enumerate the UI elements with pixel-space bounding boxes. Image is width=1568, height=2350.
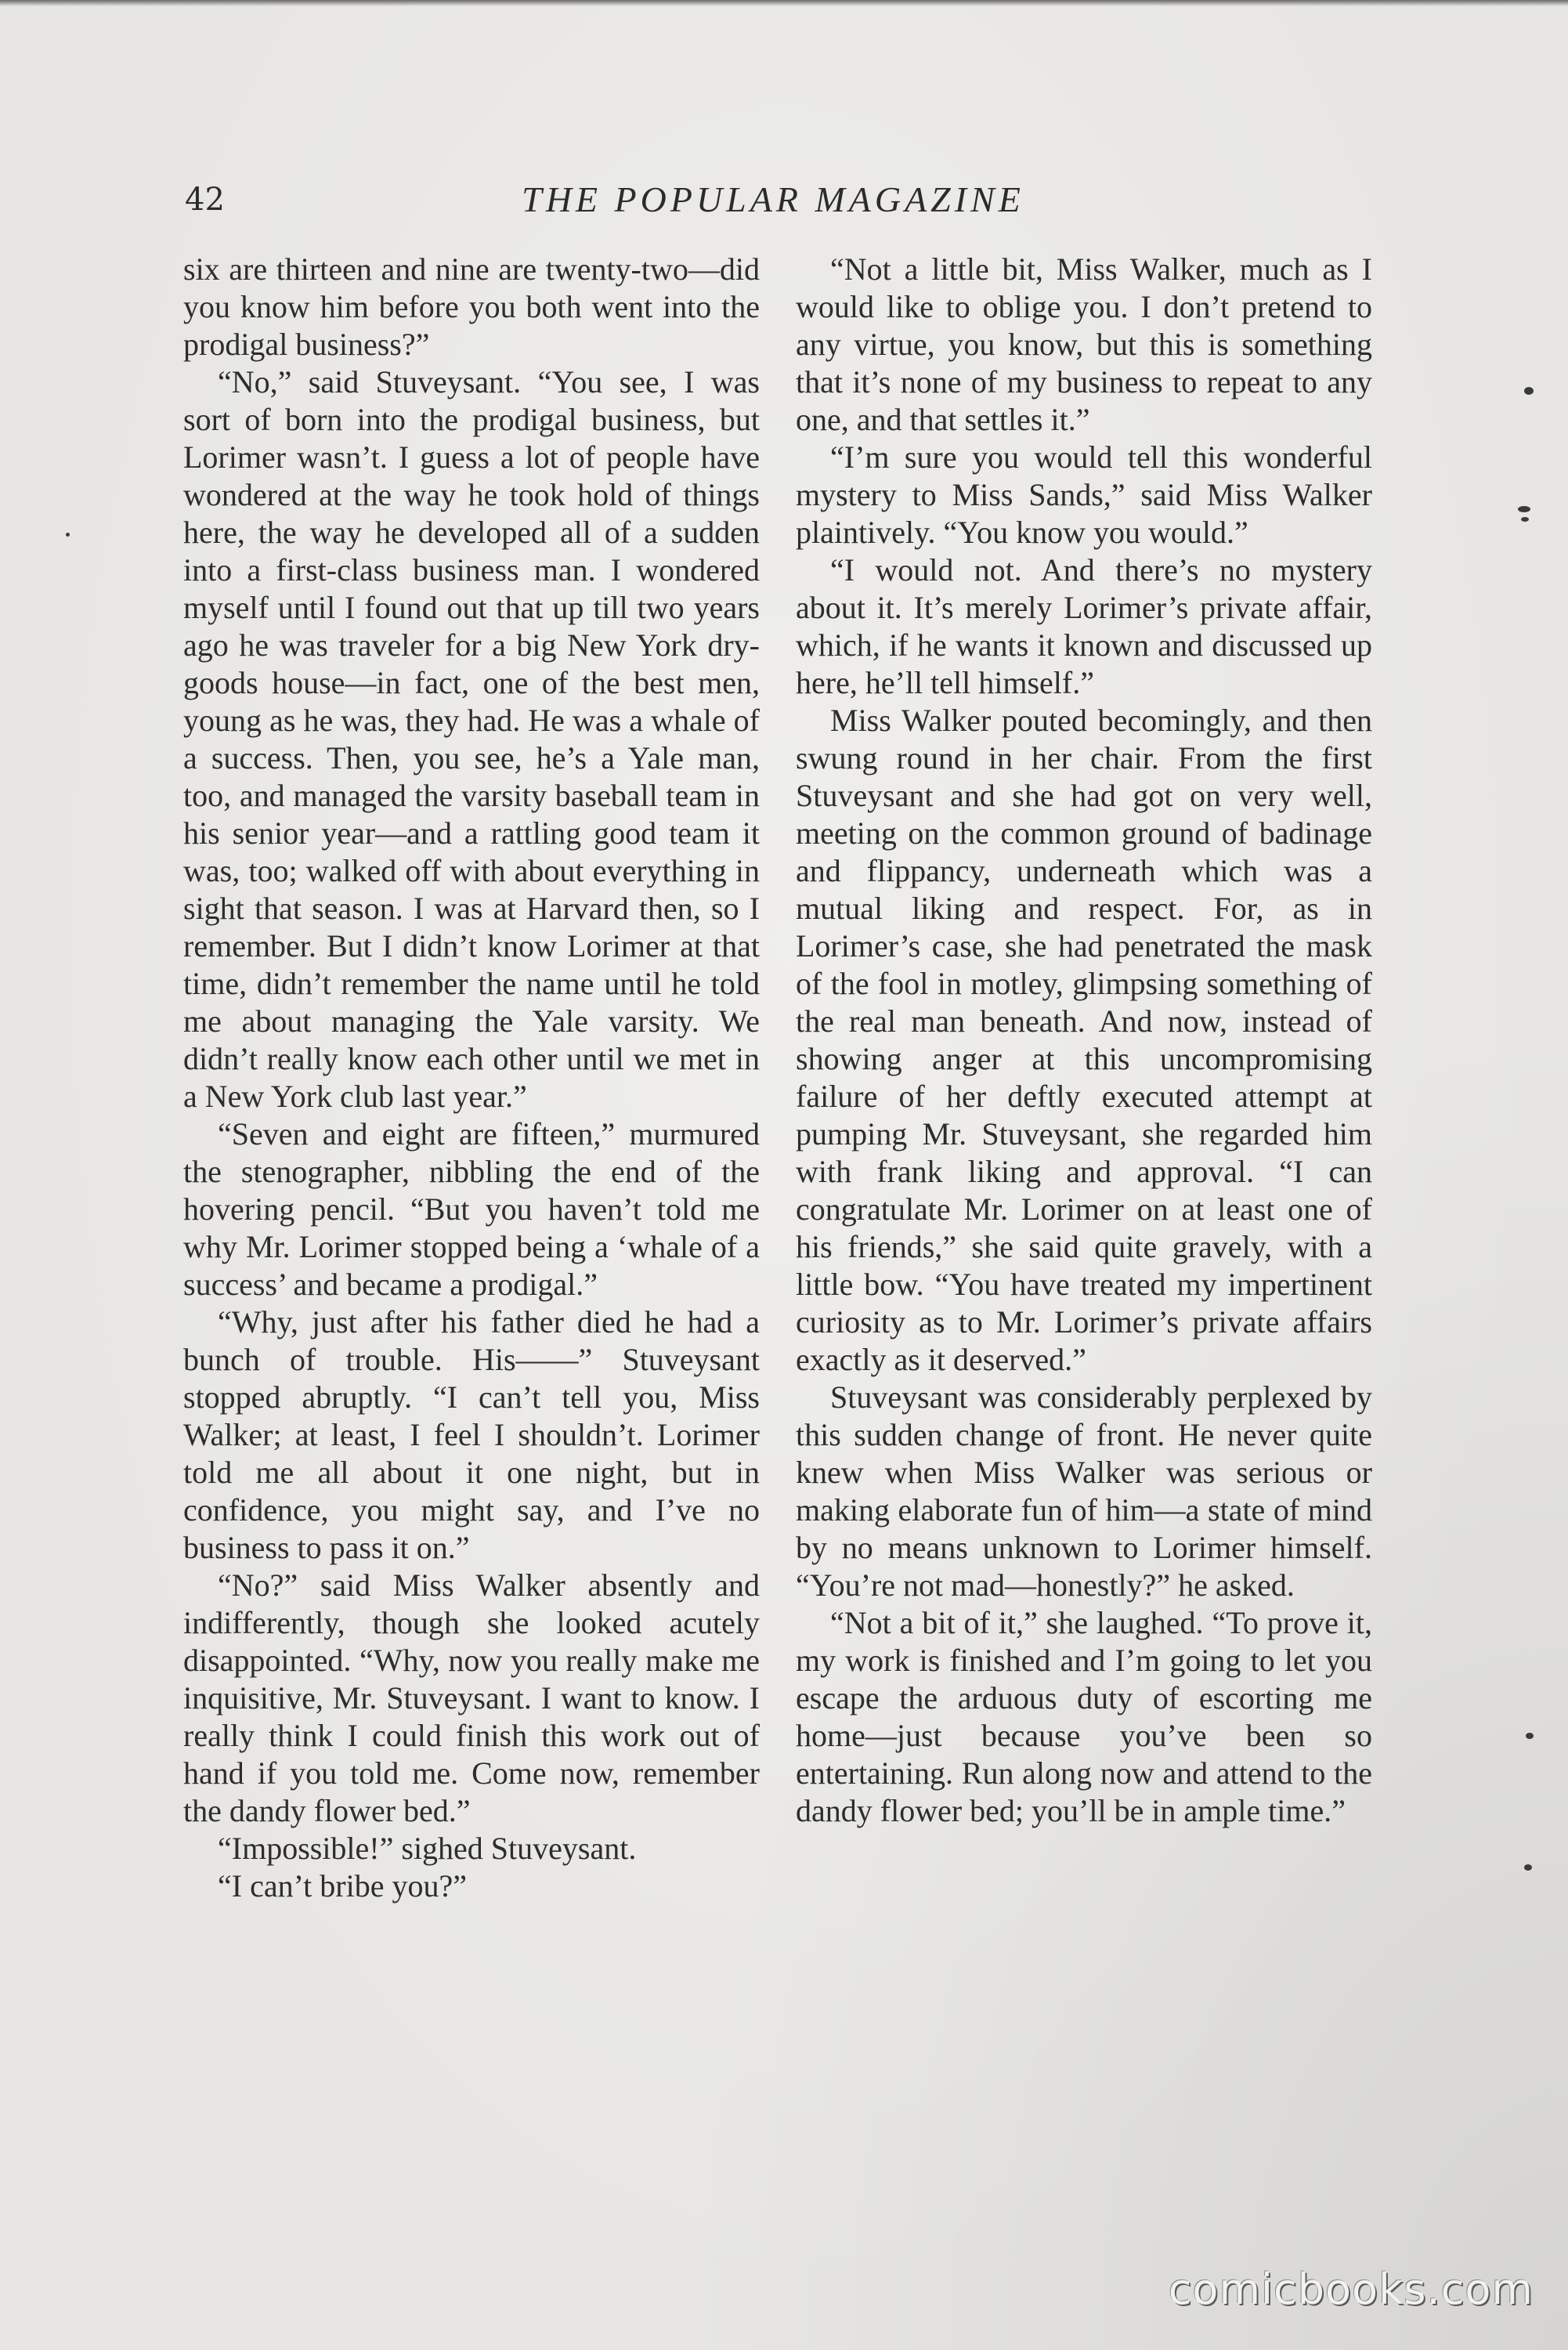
page-number: 42 — [185, 182, 225, 218]
page-header — [182, 179, 1372, 226]
running-head: THE POPULAR MAGAZINE — [522, 179, 1024, 219]
left-column-paragraph: “No?” said Miss Walker absently and indifferently, though she looked acutely disappointed. “Why, now you really make me inquisitive, Mr. Stuveysant. I want to know. I really think I could finish this work out of hand if you told me. Come now, remember the dandy flower bed.” — [183, 1567, 760, 1828]
paper-speck — [66, 533, 70, 537]
watermark: comicbooks.com — [1168, 2265, 1534, 2314]
left-column — [183, 251, 760, 1905]
right-column-paragraph: Stuveysant was considerably perplexed by this sudden change of front. He never quite knew when Miss Walker was serious or making elaborate fun of him—a state of mind by no means unknown to Lorimer himself. “You’re not mad—honestly?” he asked. — [796, 1379, 1372, 1603]
right-column-paragraph: Miss Walker pouted becomingly, and then swung round in her chair. From the first Stuveysant and she had got on very well, meeting on the common ground of badinage and flippancy, underneath which was a mutual liking and respect. For, as in Lorimer’s case, she had penetrated the mask of the fool in motley, glimpsing something of the real man beneath. And now, instead of showing anger at this uncompromising failure of her deftly executed attempt at pumping Mr. Stuveysant, she regarded him with frank liking and approval. “I can congratulate Mr. Lorimer on at least one of his friends,” she said quite gravely, with a little bow. “You have treated my impertinent curiosity as to Mr. Lorimer’s private affairs exactly as it deserved.” — [796, 703, 1372, 1377]
left-column-paragraph: “I can’t bribe you?” — [218, 1868, 467, 1904]
paper-speck — [1524, 387, 1534, 395]
right-column-paragraph: “Not a little bit, Miss Walker, much as I would like to oblige you. I don’t pretend to any virtue, you know, but this is something that it’s none of my business to repeat to any one, and that settles it.” — [796, 251, 1372, 437]
left-column-paragraph: six are thirteen and nine are twenty-two—did you know him before you both went into the prodigal business?” — [183, 251, 760, 362]
right-column-paragraph: “I would not. And there’s no mystery about it. It’s merely Lorimer’s private affair, which, if he wants it known and discussed up here, he’ll tell himself.” — [796, 552, 1372, 700]
left-column-paragraph: “No,” said Stuveysant. “You see, I was sort of born into the prodigal business, but Lorimer wasn’t. I guess a lot of people have wondered at the way he took hold of things here, the way he developed all of a sudden into a first-class business man. I wondered myself until I found out that up till two years ago he was traveler for a big New York dry-goods house—in fact, one of the best men, young as he was, they had. He was a whale of a success. Then, you see, he’s a Yale man, too, and managed the varsity baseball team in his senior year—and a rattling good team it was, too; walked off with about everything in sight that season. I was at Harvard then, so I remember. But I didn’t know Lorimer at that time, didn’t remember the name until he told me about managing the Yale varsity. We didn’t really know each other until we met in a New York club last year.” — [183, 364, 760, 1114]
left-column-paragraph: “Seven and eight are fifteen,” murmured the stenographer, nibbling the end of the hovering pencil. “But you haven’t told me why Mr. Lorimer stopped being a ‘whale of a success’ and became a prodigal.” — [183, 1116, 760, 1302]
page-top-edge — [0, 0, 1568, 6]
paper-speck — [1526, 1733, 1534, 1739]
left-column-paragraph: “Impossible!” sighed Stuveysant. — [218, 1831, 637, 1866]
left-column-paragraph: “Why, just after his father died he had a bunch of trouble. His——” Stuveysant stopped abruptly. “I can’t tell you, Miss Walker; at least, I feel I shouldn’t. Lorimer told me all about it one night, but in confidence, you might say, and I’ve no business to pass it on.” — [183, 1304, 760, 1565]
right-column-paragraph: “Not a bit of it,” she laughed. “To prove it, my work is finished and I’m going to let you escape the arduous duty of escorting me home—just because you’ve been so entertaining. Run along now and attend to the dandy flower bed; you’ll be in ample time.” — [796, 1605, 1372, 1828]
paper-speck — [1524, 1864, 1532, 1871]
right-column-paragraph: “I’m sure you would tell this wonderful mystery to Miss Sands,” said Miss Walker plaintively. “You know you would.” — [796, 439, 1372, 550]
paper-speck — [1521, 517, 1529, 522]
paper-speck — [1518, 506, 1530, 512]
right-column — [796, 251, 1372, 1830]
